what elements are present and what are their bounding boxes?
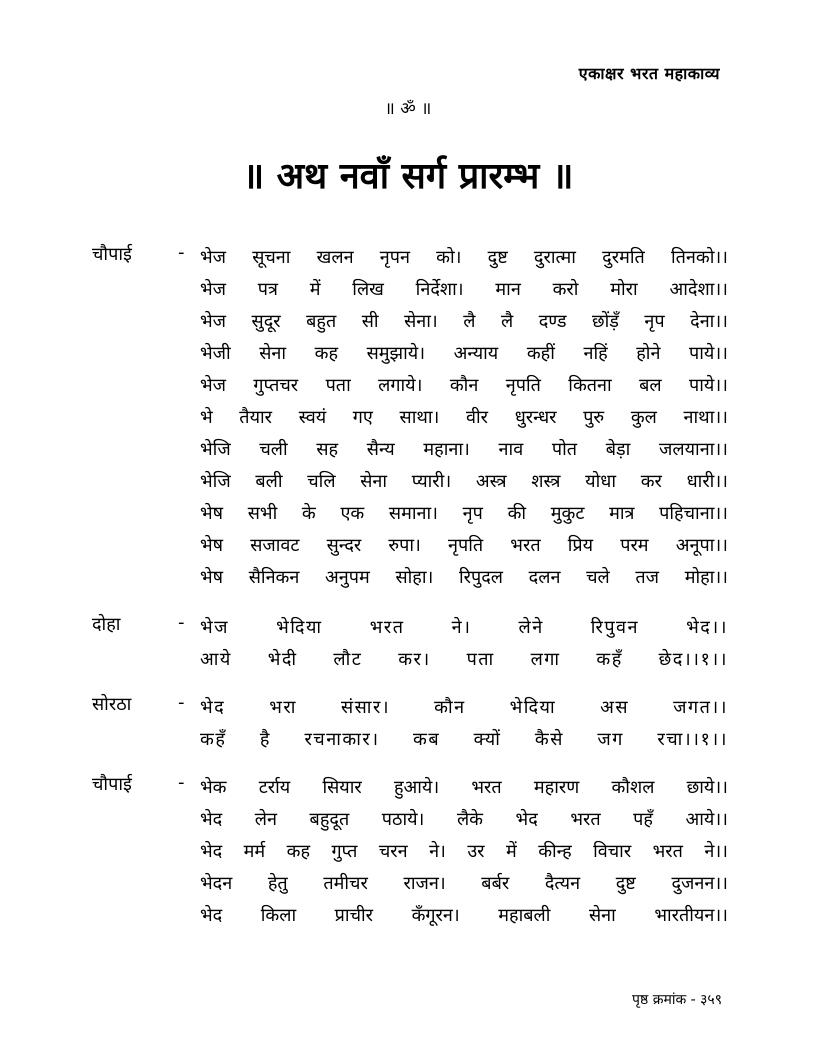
verse-type-label: दोहा bbox=[92, 614, 121, 635]
verse-line: आये भेदी लौट कर। पता लगा कहँ छेद।।१।। bbox=[200, 649, 728, 670]
verse-line: भेजि बली चलि सेना प्यारी। अस्त्र शस्त्र योधा कर धारी।। bbox=[200, 471, 728, 492]
verse-dash: - bbox=[178, 692, 185, 713]
verse-line: भे तैयार स्वयं गए साथा। वीर धुरन्धर पुरु कुल नाथा।। bbox=[200, 407, 728, 428]
verse-line: भेद लेन बहुदूत पठाये। लैके भेद भरत पहँ आये।। bbox=[200, 809, 728, 830]
verse-section-soratha bbox=[92, 692, 728, 756]
verse-line: भेष सभी के एक समाना। नृप की मुकुट मात्र पहिचाना।। bbox=[200, 503, 728, 524]
verse-dash: - bbox=[178, 772, 185, 793]
verse-line: भेज सूचना खलन नृपन को। दुष्ट दुरात्मा दुरमति तिनको।। bbox=[200, 247, 728, 268]
verse-type-label: चौपाई bbox=[92, 244, 132, 265]
verse-lines bbox=[200, 242, 728, 594]
verse-line: भेज भेदिया भरत ने। लेने रिपुवन भेद।। bbox=[200, 617, 728, 638]
verse-dash: - bbox=[178, 612, 185, 633]
page-number-footer: पृष्ठ क्रमांक - ३५९ bbox=[632, 992, 722, 1008]
verse-line: भेजि चली सह सैन्य महाना। नाव पोत बेड़ा जलयाना।। bbox=[200, 439, 728, 460]
verse-line: भेजी सेना कह समुझाये। अन्याय कहीं नहिं होने पाये।। bbox=[200, 343, 728, 364]
verse-line: भेज गुप्तचर पता लगाये। कौन नृपति कितना बल पाये।। bbox=[200, 375, 728, 396]
book-title-header: एकाक्षर भरत महाकाव्य bbox=[578, 64, 720, 83]
verse-type-label: सोरठा bbox=[92, 694, 132, 715]
verse-line: भेष सैनिकन अनुपम सोहा। रिपुदल दलन चले तज मोहा।। bbox=[200, 567, 728, 588]
verse-line: भेद मर्म कह गुप्त चरन ने। उर में कीन्ह विचार भरत ने।। bbox=[200, 841, 728, 862]
verse-section-doha bbox=[92, 612, 728, 676]
verse-line: भेद भरा संसार। कौन भेदिया अस जगत।। bbox=[200, 697, 728, 718]
verse-line: भेज सुदूर बहुत सी सेना। लै लै दण्ड छोंड़ँ नृप देना।। bbox=[200, 311, 728, 332]
verse-type-label: चौपाई bbox=[92, 774, 132, 795]
verse-line: कहँ है रचनाकार। कब क्यों कैसे जग रचा।।१।। bbox=[200, 729, 728, 750]
verse-lines bbox=[200, 772, 728, 932]
verse-line: भेष सजावट सुन्दर रुपा। नृपति भरत प्रिय परम अनूपा।। bbox=[200, 535, 728, 556]
verse-dash: - bbox=[178, 242, 185, 263]
chapter-title: ॥ अथ नवाँ सर्ग प्रारम्भ ॥ bbox=[242, 156, 574, 197]
verse-section-chaupai-2 bbox=[92, 772, 728, 932]
verse-line: भेक टर्राय सियार हुआये। भरत महारण कौशल छाये।। bbox=[200, 777, 728, 798]
verse-line: भेदन हेतु तमीचर राजन। बर्बर दैत्यन दुष्ट दुजनन।। bbox=[200, 873, 728, 894]
verse-lines bbox=[200, 692, 728, 756]
verse-lines bbox=[200, 612, 728, 676]
invocation-om: ॥ ॐ ॥ bbox=[384, 99, 432, 119]
verse-section-chaupai-1 bbox=[92, 242, 728, 594]
verse-line: भेज पत्र में लिख निर्देशा। मान करो मोरा आदेशा।। bbox=[200, 279, 728, 300]
verse-line: भेद किला प्राचीर कँगूरन। महाबली सेना भारतीयन।। bbox=[200, 905, 728, 926]
